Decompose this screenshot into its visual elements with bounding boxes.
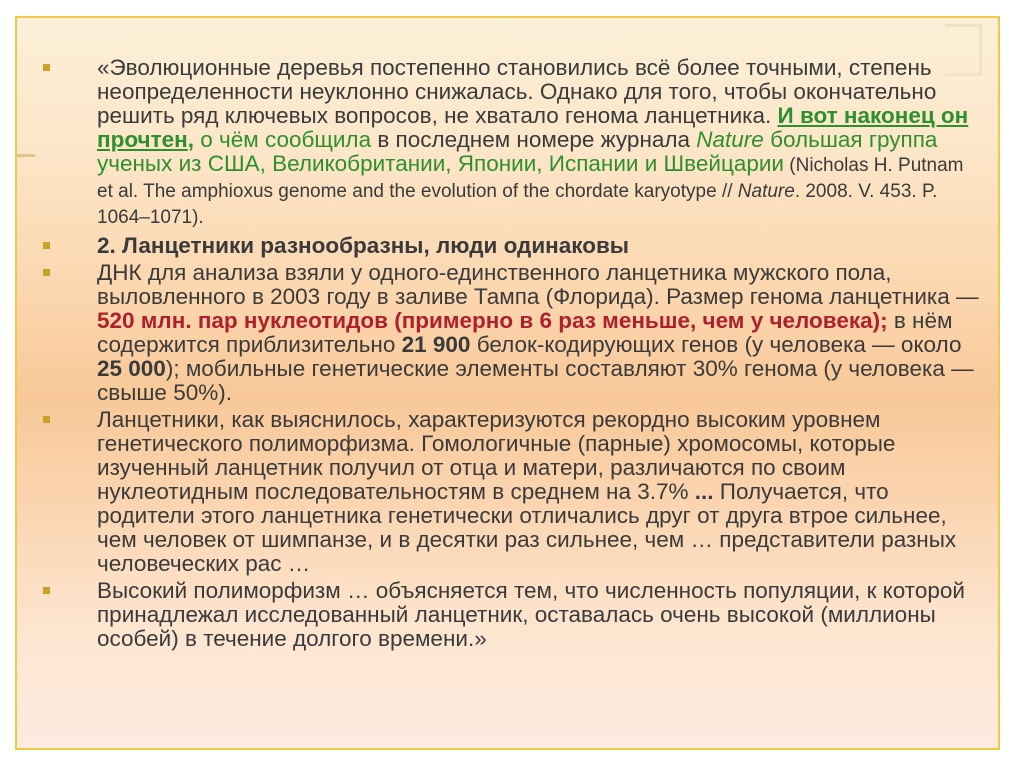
- polymorphism-text-cont: Получается, что родители этого ланцетника генетически отличались друг от друга втрое сильнее, чем человек от шимпанзе, и в десятки раз сильнее, чем … представители разных человеческих рас …: [97, 479, 957, 576]
- ellipsis: ...: [694, 479, 714, 504]
- quote-text: «Эволюционные деревья постепенно становились всё более точными, степень неопределенности неуклонно снижалась. Однако для того, чтобы окончательно решить ряд ключевых вопросов, не хватало генома ланцетника.: [97, 55, 937, 128]
- slide: [15, 16, 1000, 750]
- gene-count: 21 900: [401, 332, 471, 357]
- bullet-item-quote: [29, 56, 979, 230]
- square-bullet-icon: [43, 587, 50, 594]
- square-bullet-icon: [43, 64, 50, 71]
- reference-open: (: [784, 155, 796, 176]
- dna-text: ДНК для анализа взяли у одного-единственного ланцетника мужского пола, выловленного в 2003 году в заливе Тампа (Флорида). Размер генома ланцетника —: [97, 260, 979, 309]
- bullet-item-population: [29, 579, 979, 651]
- journal-nature: Nature: [696, 127, 764, 152]
- reference-details: . 2008. V. 453. P. 1064–1071).: [97, 181, 938, 228]
- dna-text-cont: в нём содержится приблизительно: [97, 308, 953, 357]
- reference-journal: Nature: [737, 181, 795, 202]
- section-heading: 2. Ланцетники разнообразны, люди одинаковы: [97, 233, 630, 258]
- reference-text: Nicholas H. Putnam et al. The amphioxus genome and the evolution of the chordate karyotype //: [97, 155, 964, 202]
- bullet-item-heading: [29, 234, 979, 258]
- scientist-group: большая группа ученых из США, Великобритании, Японии, Испании и Швейцарии: [97, 127, 938, 176]
- bullet-item-polymorphism: [29, 408, 979, 576]
- square-bullet-icon: [43, 416, 50, 423]
- highlight-reported: о чём сообщила: [193, 127, 372, 152]
- bullet-item-dna: [29, 261, 979, 405]
- human-gene-count: 25 000: [97, 356, 166, 381]
- polymorphism-text: Ланцетники, как выяснилось, характеризуются рекордно высоким уровнем генетического полиморфизма. Гомологичные (парные) хромосомы, которые изученный ланцетник получил от отца и матери, различаются по своим нуклеотидным последовательностям в среднем на 3.7%: [97, 407, 896, 504]
- dna-text-end: ); мобильные генетические элементы составляют 30% генома (у человека — свыше 50%).: [97, 356, 974, 405]
- square-bullet-icon: [43, 269, 50, 276]
- square-bullet-icon: [43, 242, 50, 249]
- population-text: Высокий полиморфизм … объясняется тем, что численность популяции, к которой принадлежал исследованный ланцетник, оставалась очень высокой (миллионы особей) в течение долгого времени.»: [97, 578, 965, 651]
- journal-text: в последнем номере журнала: [371, 127, 697, 152]
- genome-size-highlight: 520 млн. пар нуклеотидов (примерно в 6 раз меньше, чем у человека);: [97, 308, 888, 333]
- dna-text-cont2: белок-кодирующих генов (у человека — около: [470, 332, 962, 357]
- highlight-genome-read: И вот наконец он прочтен: [97, 103, 969, 152]
- slide-content: [29, 56, 979, 651]
- highlight-comma: ,: [187, 127, 194, 152]
